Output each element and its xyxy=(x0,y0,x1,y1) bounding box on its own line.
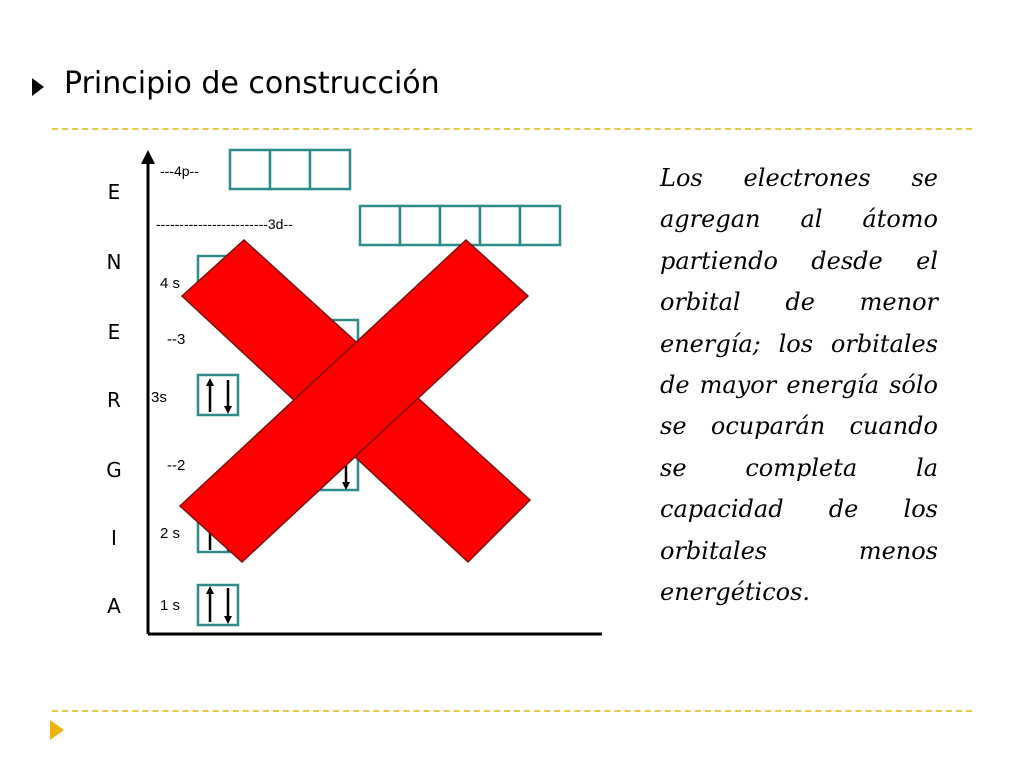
orbital-1s xyxy=(198,585,238,625)
energy-letter: E xyxy=(107,180,121,204)
label-2s: 2 s xyxy=(160,525,181,542)
label-3d: ------------------------3d-- xyxy=(156,216,293,232)
energy-letter: E xyxy=(107,320,121,344)
label-3p: --3 xyxy=(167,331,186,348)
orbital-3d xyxy=(360,206,560,245)
orbital-3s xyxy=(198,375,238,415)
energy-letter: I xyxy=(111,526,117,550)
label-4s: 4 s xyxy=(160,275,181,292)
label-1s: 1 s xyxy=(160,597,181,614)
description-text: Los electrones se agregan al átomo partiendo desde el orbital de menor energía; los orbitales de mayor energía sólo se ocuparán cuando se completa la capacidad de los orbitales menos energéticos. xyxy=(660,164,938,607)
principle-description xyxy=(660,158,938,613)
axis-arrowhead-icon xyxy=(141,150,155,164)
label-2p: --2 xyxy=(167,457,186,474)
orbital-4p xyxy=(230,150,350,189)
energy-letter: R xyxy=(107,388,121,412)
energy-letter: A xyxy=(107,594,121,618)
energy-letter: N xyxy=(106,250,122,274)
label-3s: 3s xyxy=(151,389,167,406)
label-4p: ---4p-- xyxy=(160,163,199,179)
slide-title: Principio de construcción xyxy=(64,66,440,101)
energy-letter: G xyxy=(106,458,122,482)
